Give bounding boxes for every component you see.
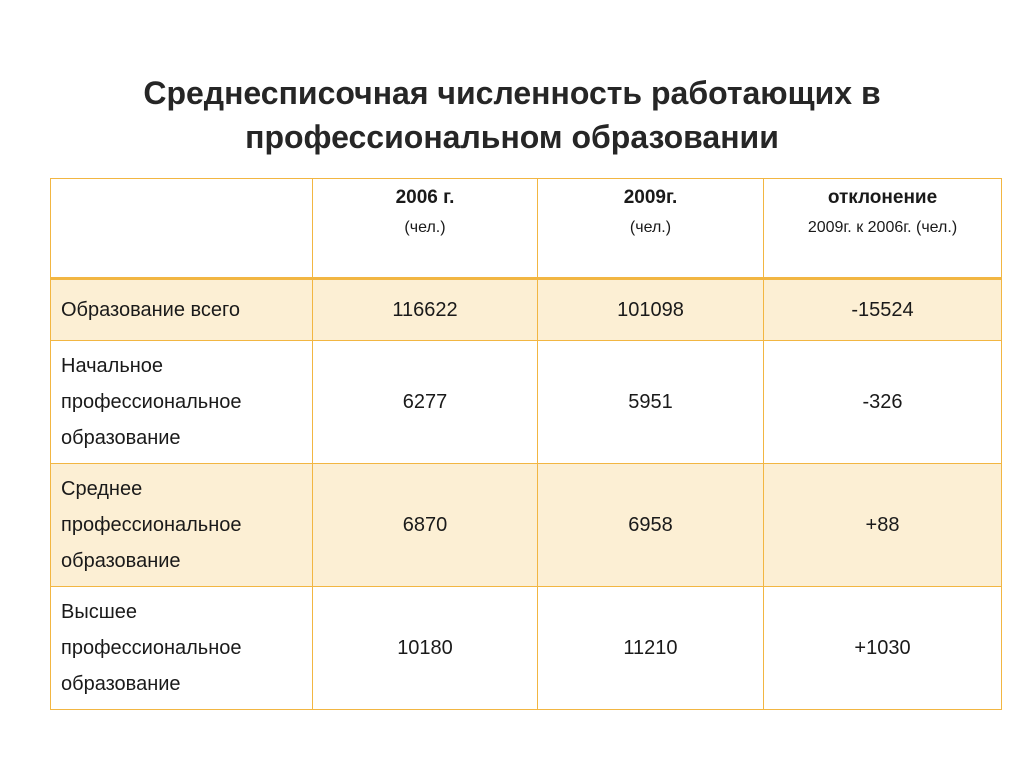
cell-2009: 101098 [538, 279, 764, 341]
header-empty [51, 179, 313, 279]
cell-2009: 6958 [538, 464, 764, 587]
header-row [51, 179, 1002, 279]
header-2009-sub: (чел.) [629, 219, 672, 236]
title-line-1: Среднесписочная численность работающих в [143, 75, 881, 112]
cell-deviation: -326 [764, 341, 1002, 464]
cell-2006: 6870 [313, 464, 538, 587]
staff-table [50, 178, 1002, 710]
header-2006-main: 2006 г. [395, 187, 455, 208]
header-deviation-sub: 2009г. к 2006г. (чел.) [807, 219, 958, 236]
row-label: Среднее профессиональное образование [51, 464, 313, 587]
row-label: Образование всего [51, 279, 313, 341]
cell-deviation: +88 [764, 464, 1002, 587]
cell-2009: 5951 [538, 341, 764, 464]
table-row [51, 341, 1002, 464]
row-label: Начальное профессиональное образование [51, 341, 313, 464]
table-row [51, 279, 1002, 341]
cell-2006: 116622 [313, 279, 538, 341]
row-label: Высшее профессиональное образование [51, 587, 313, 710]
cell-2006: 10180 [313, 587, 538, 710]
cell-2006: 6277 [313, 341, 538, 464]
header-2009 [538, 179, 764, 279]
header-deviation [764, 179, 1002, 279]
header-2009-main: 2009г. [623, 187, 678, 208]
title-line-2: профессиональном образовании [245, 119, 779, 156]
header-2006-sub: (чел.) [404, 219, 446, 236]
cell-deviation: -15524 [764, 279, 1002, 341]
cell-deviation: +1030 [764, 587, 1002, 710]
slide-title [0, 71, 1024, 159]
cell-2009: 11210 [538, 587, 764, 710]
table-row [51, 587, 1002, 710]
table-row [51, 464, 1002, 587]
header-2006 [313, 179, 538, 279]
header-deviation-main: отклонение [827, 187, 938, 208]
